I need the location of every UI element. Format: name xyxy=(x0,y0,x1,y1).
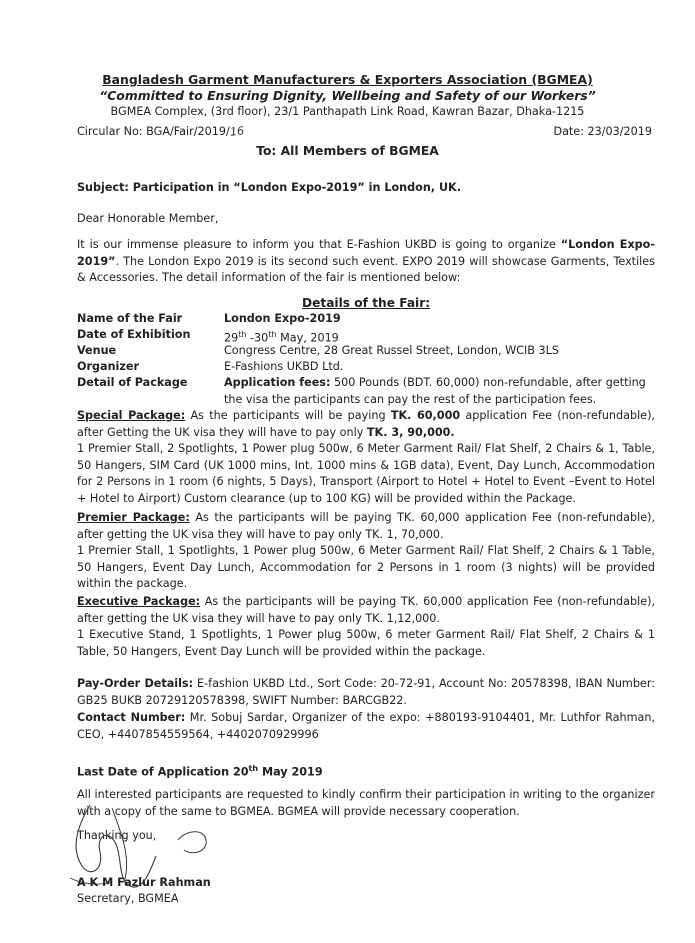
package-label: Detail of Package xyxy=(77,376,188,389)
org-name: Bangladesh Garment Manufacturers & Exporters Association (BGMEA) xyxy=(102,72,593,87)
circular-handwritten-number: 16 xyxy=(229,124,245,139)
venue-value: Congress Centre, 28 Great Russel Street, London, WCIB 3LS xyxy=(224,344,559,357)
package-value-line-1: Application fees: 500 Pounds (BDT. 60,000) non-refundable, after getting xyxy=(224,376,646,389)
contact-details: Contact Number: Mr. Sobuj Sardar, Organizer of the expo: +880193-9104401, Mr. Luthfor Rahman, CEO, +4407854559564, +4402070929996 xyxy=(77,711,655,741)
intro-paragraph: It is our immense pleasure to inform you that E-Fashion UKBD is going to organize “London Expo-2019”. The London Expo 2019 is its second such event. EXPO 2019 will showcase Garments, Textiles & Accessories. The detail information of the fair is mentioned below: xyxy=(77,238,656,284)
signatory-name: A K M Fazlur Rahman xyxy=(77,876,211,889)
closing-paragraph: All interested participants are requested to kindly confirm their participation in writing to the organizer with a copy of the same to BGMEA. BGMEA will provide necessary cooperation. xyxy=(77,788,655,818)
premier-package-items: 1 Premier Stall, 1 Spotlights, 1 Power plug 500w, 6 Meter Garment Rail/ Flat Shelf, 2 Chairs & 1 Table, 50 Hangers, Event Day Lunch, Accommodation for 2 Persons in 1 room (3 nights) will be provided within the package. xyxy=(77,544,655,590)
org-motto: “Committed to Ensuring Dignity, Wellbeing and Safety of our Workers” xyxy=(99,88,596,103)
special-package xyxy=(77,408,655,507)
exhibition-date-label: Date of Exhibition xyxy=(77,328,191,341)
recipient-line: To: All Members of BGMEA xyxy=(256,144,439,158)
org-address: BGMEA Complex, (3rd floor), 23/1 Panthapath Link Road, Kawran Bazar, Dhaka-1215 xyxy=(110,105,585,118)
executive-package xyxy=(77,594,655,660)
executive-package-title: Executive Package: xyxy=(77,595,201,608)
salutation: Dear Honorable Member, xyxy=(77,212,219,225)
signatory-title: Secretary, BGMEA xyxy=(77,892,179,905)
contact-label: Contact Number: xyxy=(77,711,186,724)
fair-name-value: London Expo-2019 xyxy=(224,312,341,325)
executive-package-intro: Executive Package: As the participants will be paying TK. 60,000 application Fee (non-refundable), after getting the UK visa they will have to pay only TK. 1,12,000. xyxy=(77,595,656,625)
circular-date: Date: 23/03/2019 xyxy=(553,125,652,138)
package-value xyxy=(224,375,664,408)
subject-line: Subject: Participation in “London Expo-2019” in London, UK. xyxy=(77,181,461,194)
exhibition-date-value: 29th -30th May, 2019 xyxy=(224,330,339,345)
package-value-line-2: the visa the participants can pay the rest of the participation fees. xyxy=(224,392,597,406)
organizer-value: E-Fashions UKBD Ltd. xyxy=(224,360,344,373)
premier-package xyxy=(77,510,655,593)
special-package-intro: Special Package: As the participants will be paying TK. 60,000 application Fee (non-refundable), after Getting the UK visa they will have to pay only TK. 3, 90,000. xyxy=(77,409,655,439)
special-package-title: Special Package: xyxy=(77,409,186,422)
fair-name-label: Name of the Fair xyxy=(77,312,183,325)
special-package-items: 1 Premier Stall, 2 Spotlights, 1 Power plug 500w, 6 Meter Garment Rail/ Flat Shelf, 2 Chairs & 1, Table, 50 Hangers, SIM Card (UK 1000 mins, Int. 1000 mins & 1GB data), Event, Day Lunch, Accommodation for 2 Persons in 1 room (6 nights, 5 Days), Transport (Airport to Hotel + Hotel to Event –Event to Hotel + Hotel to Airport) Custom clearance (up to 100 KG) will be provided within the Package. xyxy=(77,442,655,505)
details-title: Details of the Fair: xyxy=(302,296,431,310)
pay-order-label: Pay-Order Details: xyxy=(77,677,194,690)
last-date-line: Last Date of Application 20th May 2019 xyxy=(77,764,323,779)
executive-package-items: 1 Executive Stand, 1 Spotlights, 1 Power plug 500w, 6 meter Garment Rail/ Flat Shelf, 2 Chairs & 1 Table, 50 Hangers, Event Day Lunch will be provided within the package. xyxy=(77,628,655,658)
pay-order-details: Pay-Order Details: E-fashion UKBD Ltd., Sort Code: 20-72-91, Account No: 20578398, IBAN Number: GB25 BUKB 20729120578398, SWIFT Number: BARCGB22. xyxy=(77,677,655,707)
circular-number: Circular No: BGA/Fair/2019/16 xyxy=(77,124,244,141)
premier-package-intro: Premier Package: As the participants will be paying TK. 60,000 application Fee (non-refundable), after getting the UK visa they will have to pay only TK. 1, 70,000. xyxy=(77,511,655,541)
organizer-label: Organizer xyxy=(77,360,140,373)
venue-label: Venue xyxy=(77,344,117,357)
premier-package-title: Premier Package: xyxy=(77,511,190,524)
thanks-line: Thanking you, xyxy=(77,829,157,842)
